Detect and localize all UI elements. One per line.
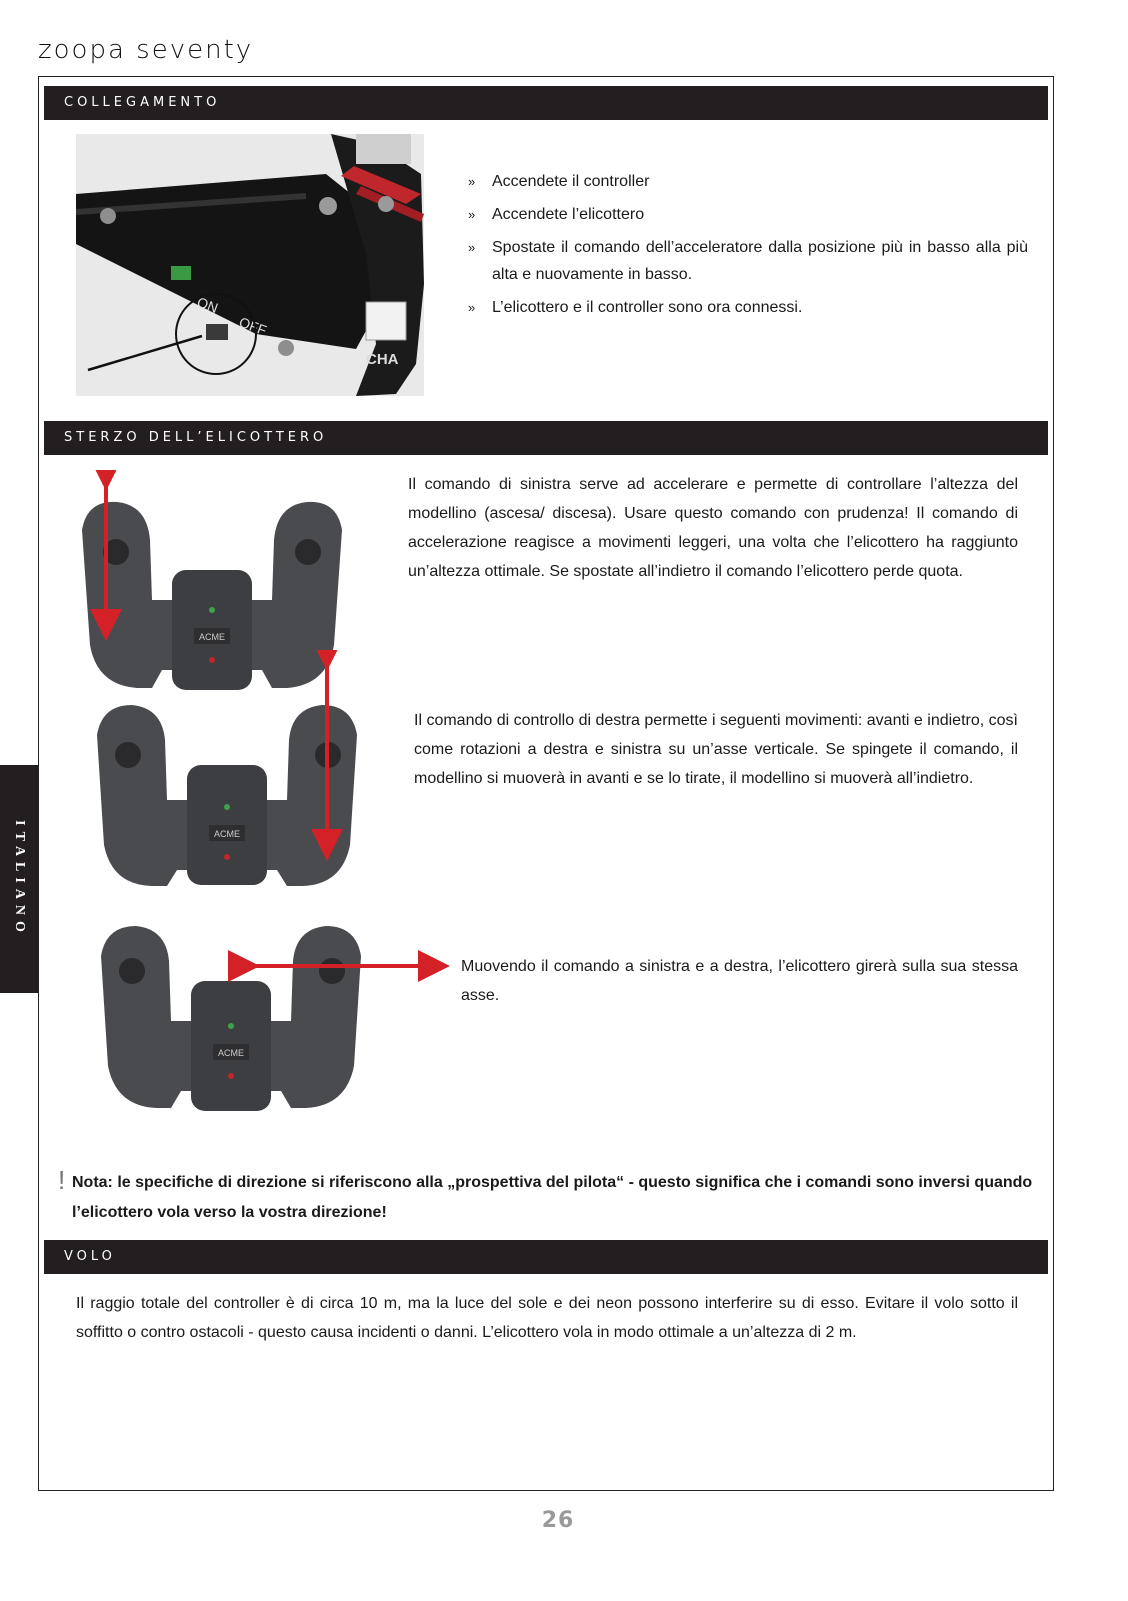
- language-tab-label: ITALIANO: [12, 820, 27, 938]
- connection-steps: [468, 168, 1028, 327]
- section-title-connection: COLLEGAMENTO: [64, 95, 221, 110]
- controller-brand-label: ACME: [217, 1048, 245, 1058]
- pilot-perspective-note: [58, 1165, 1048, 1228]
- section-bar-connection: [44, 86, 1048, 120]
- brand-logo-text: zoopa seventy: [38, 35, 254, 65]
- step-item: » L’elicottero e il controller sono ora connessi.: [468, 299, 803, 316]
- switch-off-label: OFF: [236, 313, 269, 339]
- helicopter-switch-photo: [76, 134, 424, 396]
- controller-yaw-illustration: [96, 926, 456, 1116]
- controller-pitch-illustration: [92, 650, 382, 890]
- controller-brand-label: ACME: [213, 829, 241, 839]
- section-title-flight: VOLO: [64, 1249, 116, 1264]
- section-title-steering: STERZO DELL’ELICOTTERO: [64, 430, 328, 445]
- section-bar-flight: [44, 1240, 1048, 1274]
- controller-brand-label: ACME: [198, 632, 226, 642]
- step-item: » Accendete l’elicottero: [468, 206, 645, 223]
- warning-icon: !: [58, 1165, 66, 1195]
- channel-label: CHA: [366, 351, 399, 368]
- steering-paragraph-right-stick: Il comando di controllo di destra permette i seguenti movimenti: avanti e indietro, così come rotazioni a destra e sinistra su un’asse verticale. Se spingete il comando, il modellino si muoverà in avanti e se lo tirate, il modellino si muoverà all’indietro.: [414, 712, 1018, 787]
- section-bar-steering: [44, 421, 1048, 455]
- brand-logo: [38, 30, 328, 70]
- note-text: Nota: le specifiche di direzione si riferiscono alla „prospettiva del pilota“ - questo significa che i comandi sono inversi quando l’elicottero vola verso la vostra direzione!: [72, 1174, 1033, 1221]
- steering-paragraph-yaw: Muovendo il comando a sinistra e a destra, l’elicottero girerà sulla sua stessa asse.: [461, 958, 1018, 1004]
- switch-on-label: ON: [194, 293, 221, 317]
- page-number: 26: [541, 1508, 575, 1533]
- step-item: » Spostate il comando dell’acceleratore dalla posizione più in basso alla più alta e nuovamente in basso.: [468, 239, 1028, 283]
- steering-paragraph-left-stick: Il comando di sinistra serve ad accelerare e permette di controllare l’altezza del modellino (ascesa/ discesa). Usare questo comando con prudenza! Il comando di accelerazione reagisce a movimenti leggeri, una volta che l’elicottero ha raggiunto un’altezza ottimale. Se spostate all’indietro il comando l’elicottero perde quota.: [408, 476, 1018, 580]
- language-tab: [0, 765, 38, 993]
- step-item: » Accendete il controller: [468, 173, 650, 190]
- flight-paragraph: Il raggio totale del controller è di circa 10 m, ma la luce del sole e dei neon possono interferire su di esso. Evitare il volo sotto il soffitto o contro ostacoli - questo causa incidenti o danni. L’elicottero vola in modo ottimale a un’altezza di 2 m.: [76, 1295, 1018, 1341]
